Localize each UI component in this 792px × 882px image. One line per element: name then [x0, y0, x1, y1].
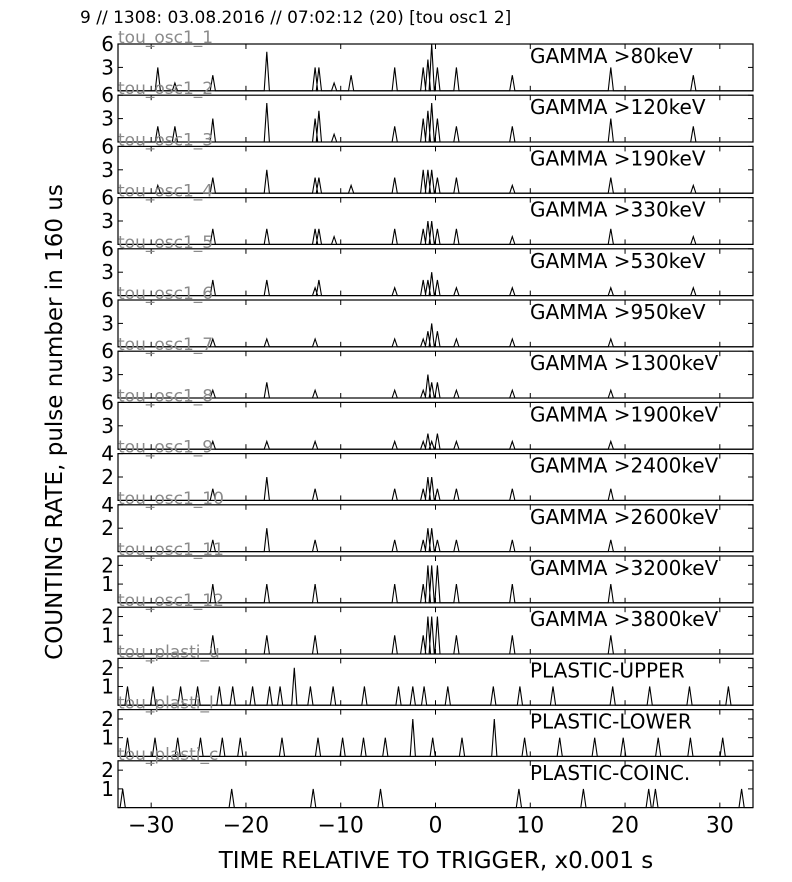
- y-tick-label-7-2: 6: [101, 339, 114, 364]
- y-tick-label-2-2: 6: [101, 83, 114, 108]
- channel-label-2: GAMMA >120keV: [530, 95, 706, 120]
- y-tick-label-14-2: 2: [101, 706, 114, 731]
- series-tag-8: tou_osc1_8: [118, 386, 214, 407]
- y-tick-label-4-2: 6: [101, 185, 114, 210]
- x-tick-label-1: −30: [127, 813, 175, 839]
- channel-label-7: GAMMA >1300keV: [530, 351, 719, 376]
- x-tick-label-3: −10: [317, 813, 364, 839]
- series-tag-4: tou_osc1_4: [118, 181, 214, 202]
- channel-label-10: GAMMA >2600keV: [530, 504, 719, 529]
- y-tick-label-8-1: 3: [101, 413, 114, 438]
- series-tag-3: tou_osc1_3: [118, 130, 214, 151]
- y-tick-label-12-1: 1: [101, 623, 114, 648]
- y-tick-label-11-2: 2: [101, 553, 114, 578]
- y-tick-label-7-1: 3: [101, 362, 114, 387]
- channel-label-8: GAMMA >1900keV: [530, 402, 719, 427]
- series-line-4: [118, 221, 753, 244]
- series-tag-5: tou_osc1_5: [118, 232, 214, 253]
- series-tag-13: tou_plasti_u: [118, 642, 220, 663]
- series-tag-2: tou_osc1_2: [118, 79, 214, 100]
- series-tag-12: tou_osc1_12: [118, 591, 224, 612]
- series-tag-11: tou_osc1_11: [118, 540, 224, 560]
- chart-header-title: 9 // 1308: 03.08.2016 // 07:02:12 (20) [tou osc1 2]: [80, 8, 512, 28]
- series-tag-7: tou_osc1_7: [118, 335, 214, 356]
- y-tick-label-2-1: 3: [101, 106, 114, 131]
- channel-label-14: PLASTIC-LOWER: [530, 709, 692, 734]
- x-tick-label-7: 30: [705, 813, 734, 839]
- channel-label-4: GAMMA >330keV: [530, 197, 706, 222]
- y-tick-label-10-1: 2: [101, 516, 114, 541]
- channel-label-3: GAMMA >190keV: [530, 146, 706, 171]
- series-tag-6: tou_osc1_6: [118, 284, 214, 304]
- channel-label-13: PLASTIC-UPPER: [530, 658, 685, 683]
- y-tick-label-8-2: 6: [101, 390, 114, 415]
- series-tag-15: tou_plasti_c: [118, 744, 219, 765]
- channel-label-12: GAMMA >3800keV: [530, 607, 719, 632]
- y-tick-label-14-1: 1: [101, 725, 114, 750]
- series-tag-9: tou_osc1_9: [118, 437, 214, 458]
- y-tick-label-3-1: 3: [101, 157, 114, 182]
- series-line-7: [118, 375, 753, 398]
- series-line-3: [118, 170, 753, 193]
- x-tick-label-6: 20: [611, 813, 640, 839]
- series-tag-10: tou_osc1_10: [118, 488, 224, 509]
- y-tick-label-5-1: 3: [101, 260, 114, 285]
- y-tick-label-6-2: 6: [101, 288, 114, 312]
- channel-label-15: PLASTIC-COINC.: [530, 760, 691, 785]
- y-tick-label-15-1: 1: [101, 776, 114, 801]
- x-tick-label-4: 0: [428, 813, 443, 839]
- y-tick-label-9-1: 2: [101, 465, 114, 489]
- y-tick-label-1-1: 3: [101, 55, 114, 80]
- y-tick-label-5-2: 6: [101, 236, 114, 261]
- y-tick-label-13-1: 1: [101, 674, 114, 699]
- x-axis-label: TIME RELATIVE TO TRIGGER, x0.001 s: [218, 848, 654, 874]
- y-axis-label: COUNTING RATE, pulse number in 160 us: [42, 184, 68, 660]
- x-tick-label-5: 10: [516, 813, 545, 839]
- y-tick-label-12-2: 2: [101, 604, 114, 629]
- channel-label-6: GAMMA >950keV: [530, 300, 706, 324]
- y-tick-label-3-2: 6: [101, 134, 114, 159]
- x-tick-label-2: −20: [222, 813, 270, 839]
- channel-label-11: GAMMA >3200keV: [530, 556, 719, 580]
- y-tick-label-9-2: 4: [101, 441, 114, 466]
- y-tick-label-11-1: 1: [101, 572, 114, 597]
- y-tick-label-10-2: 4: [101, 492, 114, 517]
- series-line-8: [118, 434, 753, 450]
- y-tick-label-1-2: 6: [101, 32, 114, 56]
- y-tick-label-13-2: 2: [101, 655, 114, 680]
- channel-label-5: GAMMA >530keV: [530, 248, 706, 273]
- series-tag-1: tou_osc1_1: [118, 28, 214, 48]
- channel-label-9: GAMMA >2400keV: [530, 453, 719, 478]
- y-tick-label-4-1: 3: [101, 209, 114, 233]
- y-tick-label-6-1: 3: [101, 311, 114, 336]
- y-tick-label-15-2: 2: [101, 758, 114, 783]
- series-line-5: [118, 272, 753, 295]
- series-tag-14: tou_plasti_l: [118, 693, 214, 714]
- series-line-6: [118, 323, 753, 346]
- channel-label-1: GAMMA >80keV: [530, 44, 693, 68]
